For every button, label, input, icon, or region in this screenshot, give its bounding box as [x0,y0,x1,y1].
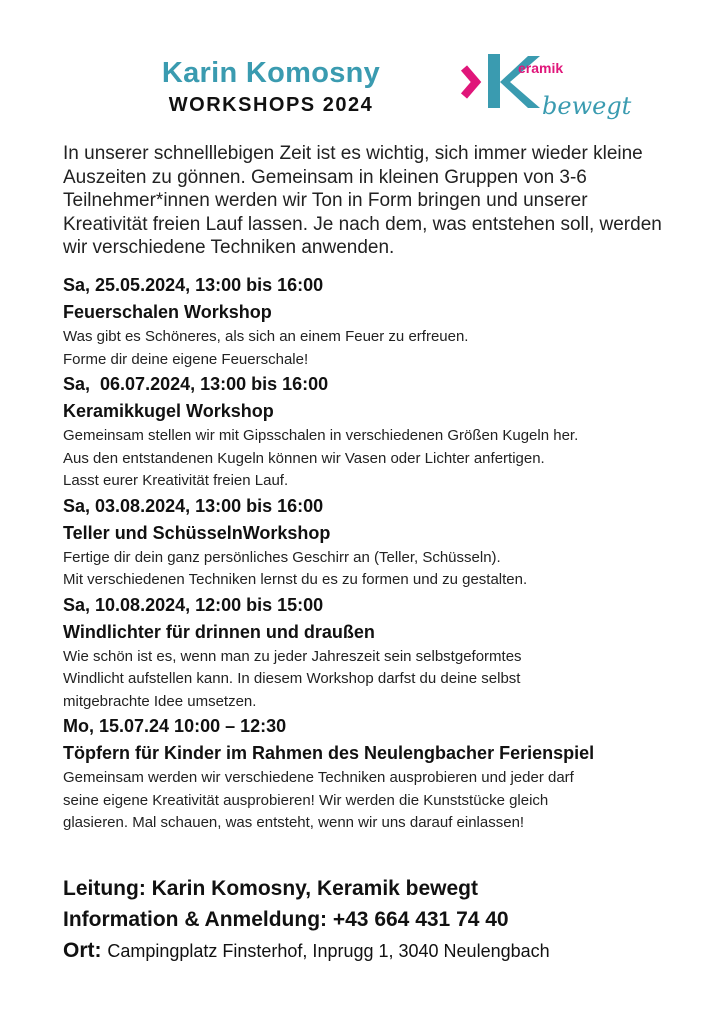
location-value: Campingplatz Finsterhof, Inprugg 1, 3040 Neulengbach [107,941,550,961]
workshop-description-line: mitgebrachte Idee umsetzen. [63,692,257,710]
workshop-title: Keramikkugel Workshop [63,401,274,421]
workshop-item [63,592,673,714]
location-line [63,935,693,967]
workshop-date: Sa, 06.07.2024, 13:00 bis 16:00 [63,374,329,394]
workshop-description-line: Wie schön ist es, wenn man zu jeder Jahreszeit sein selbstgeformtes [63,647,522,665]
intro-paragraph: In unserer schnelllebigen Zeit ist es wichtig, sich immer wieder kleine Auszeiten zu gönnen. Gemeinsam in kleinen Gruppen von 3-6 Teilnehmer*innen werden wir Ton in Form bringen und unserer Kreativität freien Lauf lassen. Je nach dem, was entstehen soll, werden wir verschiedene Techniken anwenden. [63,143,662,258]
workshop-title: Teller und SchüsselnWorkshop [63,522,331,543]
page-title: Karin Komosny [161,57,381,89]
title-block [156,56,386,118]
workshop-date: Mo, 15.07.24 10:00 – 12:30 [63,716,287,736]
workshop-item [63,493,673,592]
workshop-item [63,371,673,493]
location-label: Ort: [63,939,102,962]
workshop-description-line: Windlicht aufstellen kann. In diesem Workshop darfst du deine selbst [63,670,521,687]
workshop-description-line: Gemeinsam werden wir verschiedene Techniken ausprobieren und jeder darf [63,769,574,786]
workshop-item [63,272,673,371]
logo-text-bewegt: bewegt [542,92,632,120]
workshop-description-line: glasieren. Mal schauen, was entsteht, wenn wir uns darauf einlassen! [63,814,525,831]
footer [63,873,693,967]
workshop-description-line: seine eigene Kreativität ausprobieren! Wir werden die Kunststücke gleich [63,791,549,809]
workshop-description-line: Fertige dir dein ganz persönliches Geschirr an (Teller, Schüsseln). [63,548,501,566]
workshop-list [63,272,673,835]
workshop-item [63,713,673,835]
keramik-bewegt-logo [458,52,632,142]
logo-text-keramik: eramik [518,60,564,76]
workshop-title: Windlichter für drinnen und draußen [63,621,375,642]
workshop-description-line: Lasst eurer Kreativität freien Lauf. [63,472,289,489]
workshop-date: Sa, 25.05.2024, 13:00 bis 16:00 [63,275,324,295]
workshop-description-line: Was gibt es Schöneres, als sich an einem Feuer zu erfreuen. [63,328,469,345]
leitung-line: Leitung: Karin Komosny, Keramik bewegt [63,877,479,900]
contact-line: Information & Anmeldung: +43 664 431 74 40 [63,908,509,931]
workshop-date: Sa, 10.08.2024, 12:00 bis 15:00 [63,594,324,615]
header [0,52,722,142]
workshop-date: Sa, 03.08.2024, 13:00 bis 16:00 [63,495,324,516]
workshop-description-line: Aus den entstandenen Kugeln können wir Vasen oder Lichter anfertigen. [63,449,545,467]
workshop-description-line: Gemeinsam stellen wir mit Gipsschalen in verschiedenen Größen Kugeln her. [63,427,579,444]
workshop-description-line: Forme dir deine eigene Feuerschale! [63,350,309,368]
workshop-description-line: Mit verschiedenen Techniken lernst du es zu formen und zu gestalten. [63,571,528,588]
workshop-title: Feuerschalen Workshop [63,302,272,322]
page-subtitle: WORKSHOPS 2024 [168,94,374,116]
workshop-title: Töpfern für Kinder im Rahmen des Neulengbacher Ferienspiel [63,743,595,763]
